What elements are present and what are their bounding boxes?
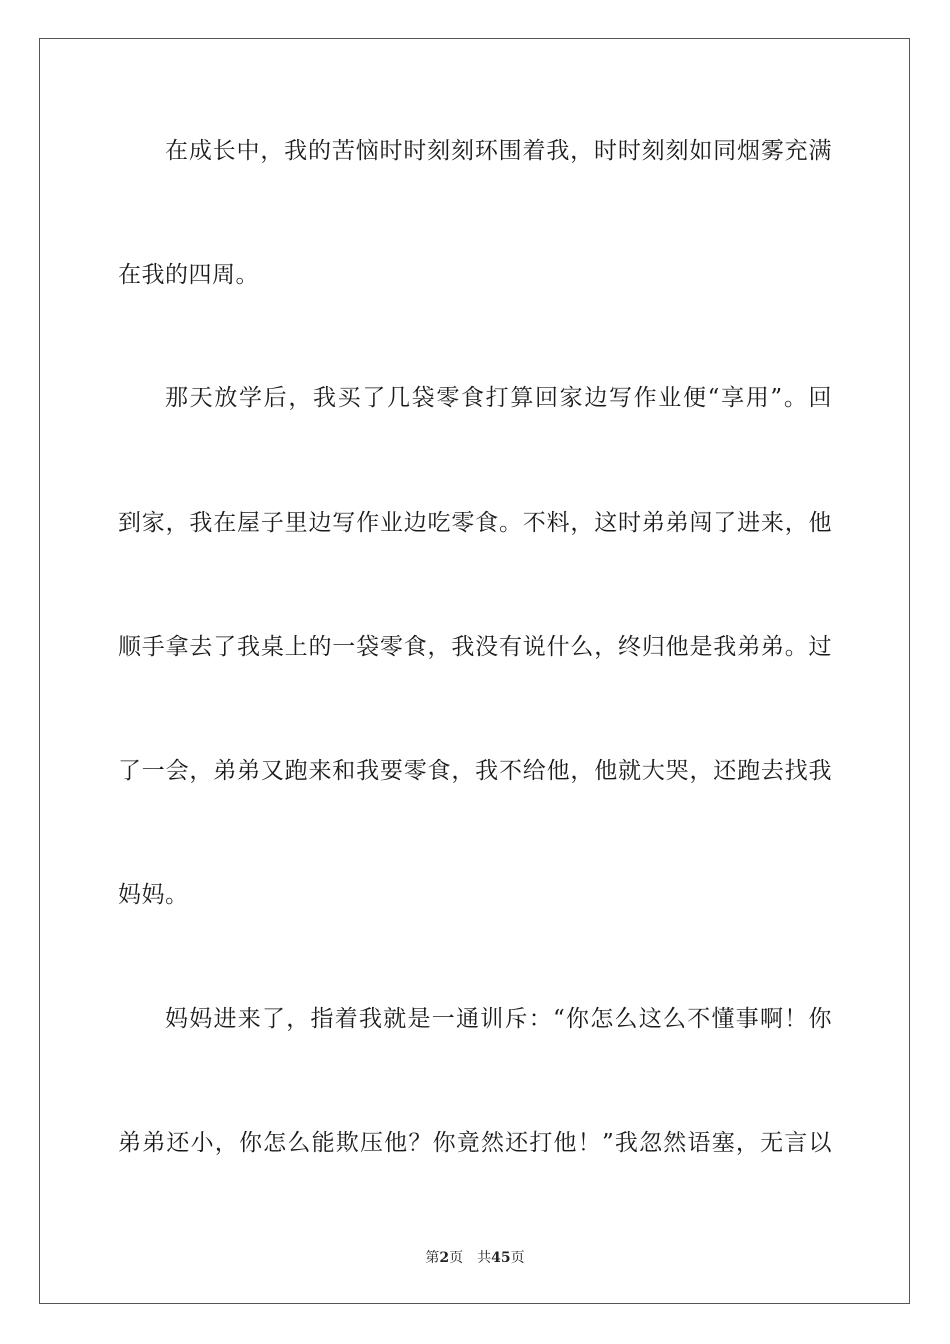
paragraph-1-line-1: 在成长中，我的苦恼时时刻刻环围着我，时时刻刻如同烟雾充满 <box>165 138 832 164</box>
paragraph-3-line-2: 弟弟还小，你怎么能欺压他？你竟然还打他！”我忽然语塞，无言以 <box>118 1130 832 1156</box>
paragraph-3-line-1: 妈妈进来了，指着我就是一通训斥：“你怎么这么不懂事啊！你 <box>165 1006 832 1032</box>
total-prefix: 共 <box>477 1250 492 1266</box>
page-footer <box>0 1249 950 1267</box>
paragraph-2-line-3: 顺手拿去了我桌上的一袋零食，我没有说什么，终归他是我弟弟。过 <box>118 634 832 660</box>
page-prefix: 第 <box>425 1250 440 1266</box>
paragraph-2-line-2: 到家，我在屋子里边写作业边吃零食。不料，这时弟弟闯了进来，他 <box>118 510 832 536</box>
page-border <box>39 38 910 1304</box>
total-suffix: 页 <box>510 1250 525 1266</box>
paragraph-1-line-2: 在我的四周。 <box>118 262 259 288</box>
total-pages: 45 <box>491 1250 511 1266</box>
paragraph-2-line-5: 妈妈。 <box>118 882 189 908</box>
paragraph-2-line-4: 了一会，弟弟又跑来和我要零食，我不给他，他就大哭，还跑去找我 <box>118 758 832 784</box>
paragraph-2-line-1: 那天放学后，我买了几袋零食打算回家边写作业便“享用”。回 <box>165 385 832 411</box>
page-suffix: 页 <box>449 1250 464 1266</box>
page-number: 2 <box>439 1250 450 1266</box>
